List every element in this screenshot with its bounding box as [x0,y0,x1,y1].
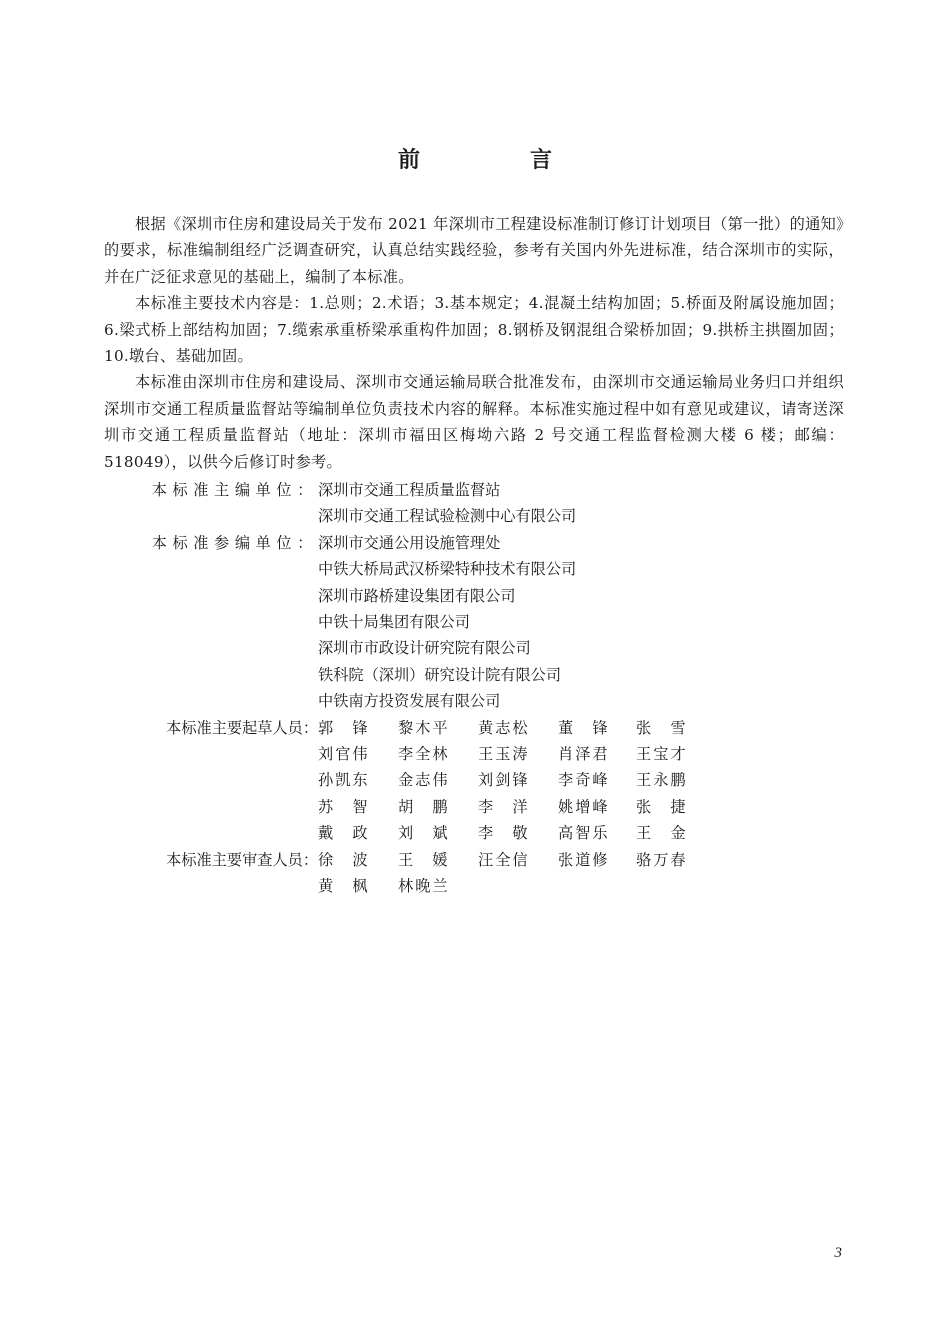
person-name: 李 洋 [478,797,530,816]
person-name: 张道修 [558,850,610,869]
organization-name: 深圳市市政设计研究院有限公司 [318,639,531,658]
person-name: 王宝才 [636,745,688,764]
preface-paragraph: 本标准主要技术内容是：1.总则；2.术语；3.基本规定；4.混凝土结构加固；5.桥面及附属设施加固；6.梁式桥上部结构加固；7.缆索承重桥梁承重构件加固；8.钢桥及钢混组合梁桥加固；9.拱桥主拱圈加固；10.墩台、基础加固。 [104,294,844,366]
reviewers-label: 本标准主要审查人员： [166,850,318,869]
person-name: 郭 锋 [318,718,370,737]
person-name: 李 敬 [478,824,530,843]
organization-name: 中铁南方投资发展有限公司 [318,692,501,711]
person-name: 李全林 [398,745,450,764]
person-name: 王 金 [636,824,688,843]
person-name: 汪全信 [478,850,530,869]
page-title: 前 言 [397,148,596,173]
organization-name: 中铁大桥局武汉桥梁特种技术有限公司 [318,560,577,579]
person-name: 戴 政 [318,824,370,843]
person-name: 姚增峰 [558,797,610,816]
person-name: 高智乐 [558,824,610,843]
chief-editors-group [104,477,844,530]
person-name: 王 媛 [398,850,450,869]
contributors-section [104,477,844,900]
person-name: 刘剑锋 [478,771,530,790]
person-name: 张 雪 [636,718,688,737]
reviewers-group [104,847,844,900]
person-name: 王玉涛 [478,745,530,764]
person-name: 苏 智 [318,797,370,816]
page-number: 3 [834,1245,842,1261]
preface-paragraph: 根据《深圳市住房和建设局关于发布 2021 年深圳市工程建设标准制订修订计划项目（第一批）的通知》的要求，标准编制组经广泛调查研究，认真总结实践经验，参考有关国内外先进标准，结合深圳市的实际，并在广泛征求意见的基础上，编制了本标准。 [104,215,844,286]
person-name: 黄志松 [478,718,530,737]
drafters-label: 本标准主要起草人员： [166,718,318,737]
organization-name: 深圳市交通公用设施管理处 [318,533,501,552]
drafters-list [318,715,844,847]
person-name: 黎木平 [398,718,450,737]
participating-editors-list [318,530,844,715]
person-name: 刘官伟 [318,745,370,764]
person-name: 孙凯东 [318,771,370,790]
person-name: 金志伟 [398,771,450,790]
participating-editors-group [104,530,844,715]
person-name: 骆万春 [636,850,688,869]
preface-paragraph: 本标准由深圳市住房和建设局、深圳市交通运输局联合批准发布，由深圳市交通运输局业务归口并组织深圳市交通工程质量监督站等编制单位负责技术内容的解释。本标准实施过程中如有意见或建议，请寄送深圳市交通工程质量监督站（地址：深圳市福田区梅坳六路 2 号交通工程监督检测大楼 6 楼；邮编：518049），以供今后修订时参考。 [104,373,844,471]
organization-name: 深圳市交通工程试验检测中心有限公司 [318,507,577,526]
participating-editors-label: 本标准参编单位： [151,533,318,552]
person-name: 黄 枫 [318,877,370,896]
organization-name: 深圳市路桥建设集团有限公司 [318,586,516,605]
chief-editors-list [318,477,844,530]
person-name: 胡 鹏 [398,797,450,816]
organization-name: 深圳市交通工程质量监督站 [318,481,501,499]
chief-editors-label: 本标准主编单位： [151,481,318,499]
person-name: 肖泽君 [558,745,610,764]
person-name: 刘 斌 [398,824,450,843]
reviewers-list [318,847,844,900]
drafters-group [104,715,844,847]
preface-body [104,211,844,475]
person-name: 李奇峰 [558,771,610,790]
person-name: 张 捷 [636,797,688,816]
organization-name: 中铁十局集团有限公司 [318,613,470,632]
person-name: 董 锋 [558,718,610,737]
organization-name: 铁科院（深圳）研究设计院有限公司 [318,665,561,684]
person-name: 王永鹏 [636,771,688,790]
person-name: 林晚兰 [398,877,450,896]
person-name: 徐 波 [318,850,370,869]
